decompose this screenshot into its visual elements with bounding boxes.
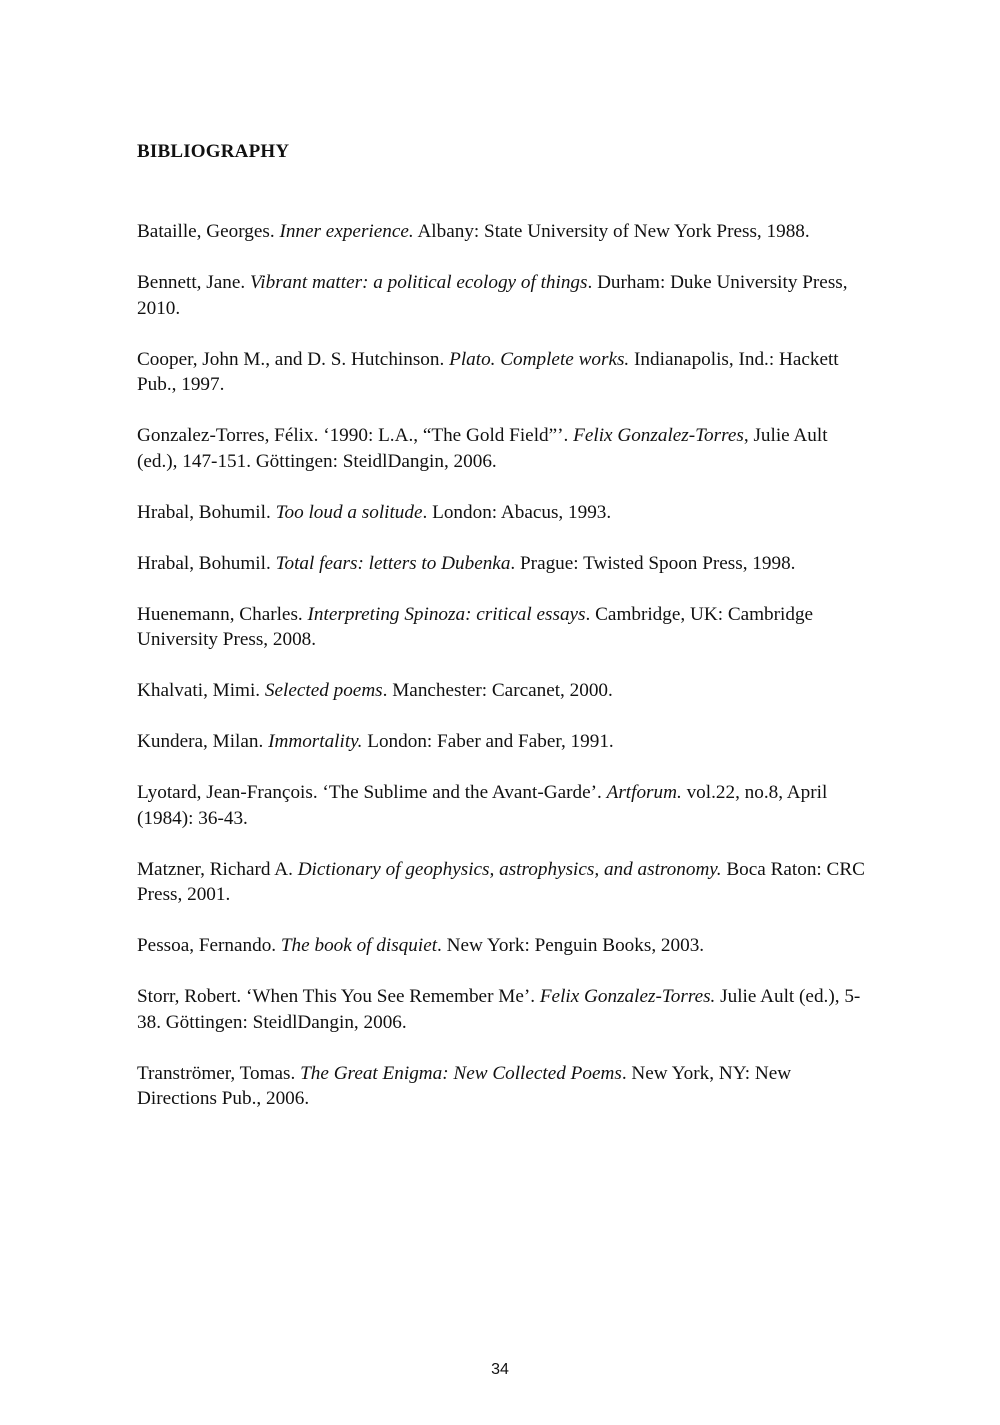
entry-author: Kundera, Milan.: [137, 731, 269, 752]
bibliography-entry: [137, 857, 867, 908]
entry-title: The book of disquiet: [280, 935, 438, 956]
entry-author: Bennett, Jane.: [137, 272, 250, 293]
entry-title: The Great Enigma: New Collected Poems: [300, 1062, 622, 1084]
page-number: 34: [491, 1361, 509, 1378]
entry-publication: Julie Ault (ed.), 5-38. Göttingen: SteidlDangin, 2006.: [137, 986, 861, 1033]
bibliography-entry: [137, 423, 867, 474]
entry-author: Khalvati, Mimi.: [137, 680, 265, 701]
bibliography-entry: [137, 933, 867, 959]
entry-author: Cooper, John M., and D. S. Hutchinson.: [137, 348, 450, 370]
section-heading: BIBLIOGRAPHY: [137, 141, 290, 162]
entry-publication: vol.22, no.8, April (1984): 36-43.: [137, 782, 828, 829]
entry-author: Pessoa, Fernando.: [137, 935, 281, 956]
bibliography-entry: [137, 602, 867, 653]
entry-title: Inner experience.: [279, 221, 414, 242]
bibliography-entry: [137, 780, 867, 831]
entry-title: Artforum.: [606, 782, 682, 803]
entry-author: Lyotard, Jean-François. ‘The Sublime and the Avant-Garde’.: [137, 782, 607, 803]
entry-author: Matzner, Richard A.: [137, 858, 298, 880]
bibliography-list: [137, 219, 867, 1137]
entry-author: Gonzalez-Torres, Félix. ‘1990: L.A., “The Gold Field”’.: [137, 425, 574, 446]
entry-author: Tranströmer, Tomas.: [137, 1062, 301, 1084]
bibliography-entry: [137, 270, 867, 321]
entry-title: Plato. Complete works.: [449, 348, 630, 370]
entry-title: Total fears: letters to Dubenka: [275, 552, 511, 574]
entry-publication: . New York: Penguin Books, 2003.: [437, 935, 705, 956]
entry-author: Hrabal, Bohumil.: [137, 552, 276, 574]
bibliography-entry: [137, 219, 867, 245]
entry-title: Selected poems: [264, 680, 383, 701]
bibliography-entry: [137, 729, 867, 755]
bibliography-entry: [137, 500, 867, 526]
bibliography-entry: [137, 678, 867, 704]
bibliography-entry: [137, 984, 867, 1035]
entry-publication: Albany: State University of New York Press, 1988.: [413, 221, 810, 242]
entry-publication: . Cambridge, UK: Cambridge University Press, 2008.: [137, 603, 814, 650]
entry-title: Too loud a solitude: [275, 501, 423, 523]
entry-author: Hrabal, Bohumil.: [137, 501, 276, 523]
entry-author: Storr, Robert. ‘When This You See Remember Me’.: [137, 986, 540, 1007]
bibliography-entry: [137, 551, 867, 577]
entry-title: Immortality.: [268, 731, 363, 752]
entry-author: Huenemann, Charles.: [137, 603, 308, 625]
entry-title: Felix Gonzalez-Torres: [573, 425, 744, 446]
entry-publication: Boca Raton: CRC Press, 2001.: [137, 858, 865, 905]
entry-publication: , Julie Ault (ed.), 147-151. Göttingen: SteidlDangin, 2006.: [137, 425, 828, 472]
entry-author: Bataille, Georges.: [137, 221, 280, 242]
bibliography-entry: [137, 1061, 867, 1112]
entry-publication: London: Faber and Faber, 1991.: [362, 731, 614, 752]
entry-publication: . Durham: Duke University Press, 2010.: [137, 272, 848, 319]
entry-publication: . London: Abacus, 1993.: [422, 501, 612, 523]
entry-title: Vibrant matter: a political ecology of things: [249, 272, 588, 293]
entry-publication: Indianapolis, Ind.: Hackett Pub., 1997.: [137, 348, 839, 395]
entry-publication: . Prague: Twisted Spoon Press, 1998.: [510, 552, 796, 574]
entry-title: Felix Gonzalez-Torres.: [539, 986, 716, 1007]
entry-title: Interpreting Spinoza: critical essays: [307, 603, 586, 625]
bibliography-entry: [137, 347, 867, 398]
entry-publication: . New York, NY: New Directions Pub., 2006.: [137, 1062, 792, 1109]
entry-title: Dictionary of geophysics, astrophysics, and astronomy.: [297, 858, 722, 880]
entry-publication: . Manchester: Carcanet, 2000.: [382, 680, 613, 701]
